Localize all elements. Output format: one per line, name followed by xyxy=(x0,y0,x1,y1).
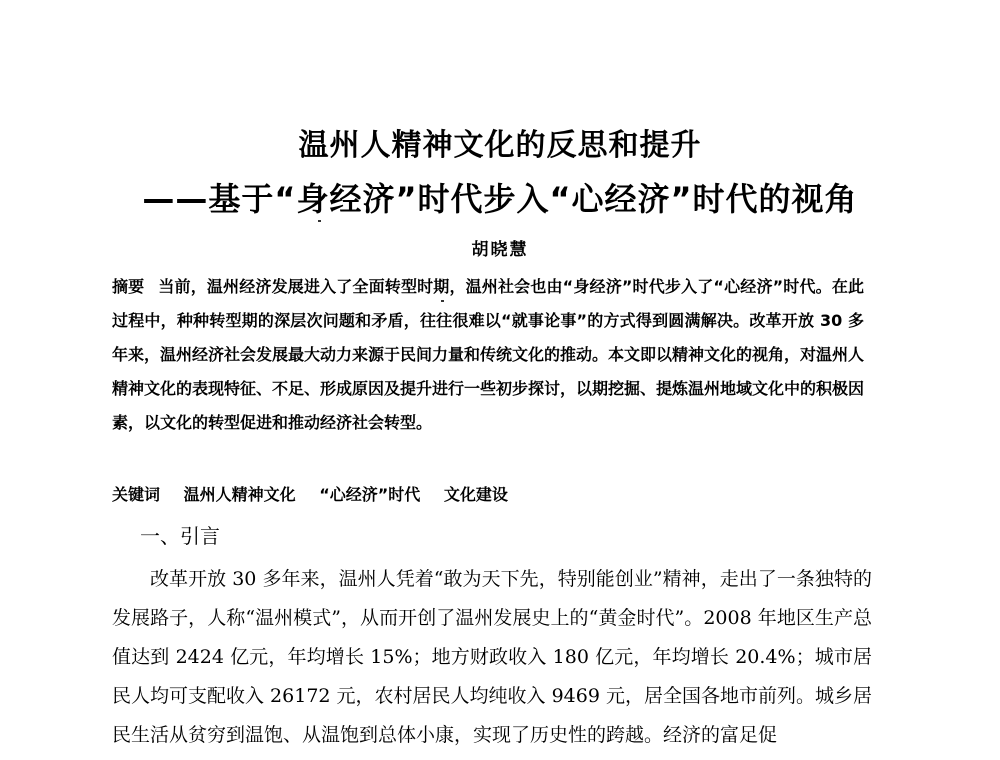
keyword-item: “心经济”时代 xyxy=(319,485,421,504)
body-paragraph: 改革开放 30 多年来，温州人凭着“敢为天下先，特别能创业”精神，走出了一条独特的发展路子，人称“温州模式”，从而开创了温州发展史上的“黄金时代”。2008 年地区生产总值达到 2424 亿元，年均增长 15%；地方财政收入 180 亿元，年均增长 20.4%；城市居民人均可支配收入 26172 元，农村居民人均纯收入 9469 元，居全国各地市前列。城乡居民生活从贫穷到温饱、从温饱到总体小康，实现了历史性的跨越。经济的富足促 xyxy=(112,568,872,746)
abstract-block xyxy=(112,270,864,440)
keywords-line xyxy=(112,482,864,505)
abstract-text: 当前，温州经济发展进入了全面转型时期，温州社会也由“身经济”时代步入了“心经济”时代。在此过程中，种种转型期的深层次问题和矛盾，往往很难以“就事论事”的方式得到圆满解决。改革开放 30 多年来，温州经济社会发展最大动力来源于民间力量和传统文化的推动。本文即以精神文化的视角，对温州人精神文化的表现特征、不足、形成原因及提升进行一些初步探讨，以期挖掘、提炼温州地域文化中的积极因素，以文化的转型促进和推动经济社会转型。 xyxy=(112,277,865,432)
author-name: 胡晓慧 xyxy=(471,240,529,260)
keyword-item: 温州人精神文化 xyxy=(183,485,296,504)
scan-speck xyxy=(441,300,444,302)
abstract-label: 摘要 xyxy=(112,277,145,296)
keyword-item: 文化建设 xyxy=(443,485,508,504)
keywords-label: 关键词 xyxy=(112,485,161,504)
section-heading: 一、引言 xyxy=(140,524,220,548)
scan-speck xyxy=(318,220,321,222)
title-subtitle: ——基于“身经济”时代步入“心经济”时代的视角 xyxy=(142,180,858,218)
title-main: 温州人精神文化的反思和提升 xyxy=(298,128,702,163)
